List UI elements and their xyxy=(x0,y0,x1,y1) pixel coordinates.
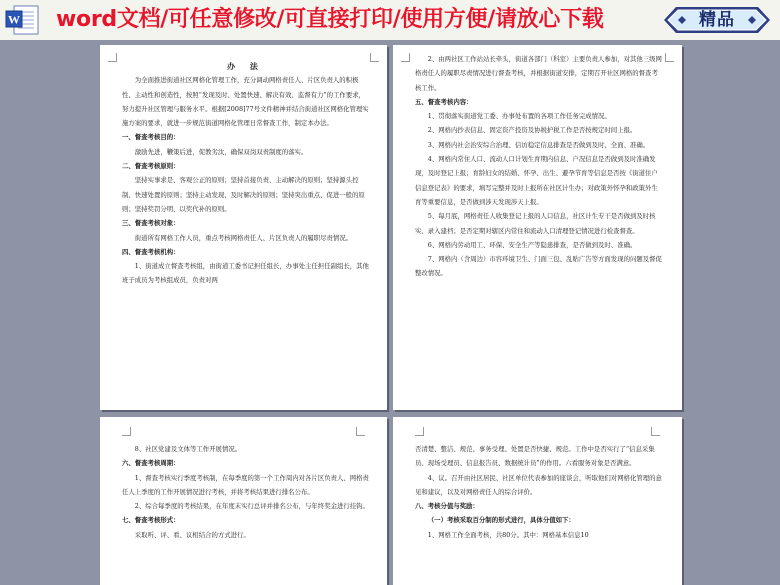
page-line: 7、网格内（含周边）市容环境卫生、门面三包、乱贴广告等方面发现的问题及督促整改情况。 xyxy=(415,255,662,278)
page-line: 3、网格内社会治安综合治理、信访稳定信息排查是否做到及时、全面、准确。 xyxy=(427,140,650,149)
page-line: 否清楚、整洁、规范、事务受理、处置是否快捷、规范。工作中是否实行了“信息采集员、现场受理员、信息报告员、数据统计员”的作用。六看服务对象是否满意。 xyxy=(415,445,655,468)
page-line: 街道所有网格工作人员，重点考核网格责任人、片区负责人的履职尽责情况。 xyxy=(134,233,353,242)
corner-mark-top-left xyxy=(401,53,410,62)
corner-mark-top-left xyxy=(415,427,424,436)
word-document-icon xyxy=(4,3,42,37)
page-line: 1、街道成立督查考核组，由街道工委书记担任组长，办事处主任担任副组长，其他班子成员为考核组成员，负责对两 xyxy=(122,262,369,285)
corner-mark-top-right xyxy=(651,427,660,436)
page-line: 三、督查考核对象： xyxy=(122,219,180,228)
page-line: 六、督查考核周期： xyxy=(122,459,180,468)
page-line: 4、网格内常住人口、流动人口计划生育期内信息、户况信息是否做到及时准确发现，及时登记上报；育龄妇女的结婚、怀孕、出生、避孕节育等信息是否按《街道住户信息登记表》的要求，填写完整并及时上报所在社区计生办；对政策外怀孕和政策外生育等重要信息，是否做到涉天发现涉天上报。 xyxy=(415,155,658,206)
page-line: 四、督查考核机构： xyxy=(122,247,180,256)
page-2-text xyxy=(415,52,664,281)
page-3-text xyxy=(122,442,369,542)
page-line: （一）考核采取百分制的形式进行，具体分值如下： xyxy=(427,516,575,525)
page-line: 二、督查考核原则： xyxy=(122,162,180,171)
page-4-text xyxy=(415,442,664,542)
page-1-text xyxy=(122,59,369,288)
page-line: 一、督查考核目的： xyxy=(122,133,180,142)
page-line: 1、督查考核实行季度考核制，在每季度的第一个工作周内对各片区负责人、网格责任人上季度的工作开展情况进行考核，并将考核结果进行排名公布。 xyxy=(122,473,369,496)
corner-mark-top-left xyxy=(122,427,131,436)
page-line: 6、网格内劳动用工、环保、安全生产等隐患排查，是否做到及时、准确。 xyxy=(427,240,637,249)
page-line: 坚持实事求是、客观公正的原则；坚持首接负责、主动解决的原则；坚持源头控制、快速处置的原则；坚持主动发现、及时解决的原则；坚持突出重点、促进一般的原则；坚持奖罚分明、以奖代补的原则。 xyxy=(122,176,365,213)
page-line: 4、议。召开由社区居民、社区单位代表参加的座谈会，听取他们对网格化管理的意见和建议，以及对网格责任人的综合评价。 xyxy=(415,473,662,496)
document-page-1[interactable] xyxy=(100,45,387,410)
page-line: 七、督查考核形式： xyxy=(122,516,180,525)
page-line: 五、督查考核内容： xyxy=(415,97,473,106)
page-line: 1、网格工作全面考核，共80分。其中：网格基本信息10 xyxy=(427,530,589,539)
logo-letters: W xyxy=(8,12,20,27)
page-line: 1、贯彻落实街道党工委、办事处布置的各项工作任务完成情况。 xyxy=(427,112,611,121)
quality-badge xyxy=(664,5,770,35)
page-line: 激励先进，鞭策后进，促教劣汰，确保双岗双责制度的落实。 xyxy=(134,147,308,156)
page-line: 采取听、评、看、议相结合的方式进行。 xyxy=(134,530,250,539)
document-page-3[interactable] xyxy=(100,417,387,585)
page-line: 为全面推进街道社区网格化管理工作，充分调动网格责任人、片区负责人的积极性、主动性和创造性，按照“发现及时、处置快速、解决有效、监督有力”的工作要求，努力提升社区管理与服务水平。根据[2008]77号文件精神并结合街道社区网格化管理实施方案的要求，就进一步规范街道网格化管理日常督查工作，制定本办法。 xyxy=(122,76,369,128)
page-line: 5、每月底，网格责任人收集登记上报的人口信息，社区计生专干是否做到及时核实、录入建档；是否定期对辖区内常住和流动人口清理登记情况进行检查督查。 xyxy=(415,212,656,235)
corner-mark-top-right xyxy=(665,53,674,62)
promo-banner xyxy=(0,0,780,41)
corner-mark-top-right xyxy=(370,53,379,62)
document-page-4[interactable] xyxy=(393,417,682,585)
banner-text: word文档/可任意修改/可直接打印/使用方便/请放心下载 xyxy=(56,7,604,32)
page-line: 2、由两社区工作站站长牵头，街道各部门（科室）主要负责人参加，对其他三级网格责任人的履职尽责情况进行督查考核，并根据街道安排，定期召开社区网格的督查考核工作。 xyxy=(415,55,662,92)
corner-mark-top-right xyxy=(356,427,365,436)
corner-mark-top-left xyxy=(108,53,117,62)
badge-label: 精品 xyxy=(699,10,735,30)
page-line: 八、考核分值与奖励： xyxy=(415,502,479,511)
page-line: 2、综合每季度的考核结果，在年度末实行总评并排名公布，与年终奖金进行挂钩。 xyxy=(134,502,369,511)
page-line: 8、社区党建及文体等工作开展情况。 xyxy=(134,445,242,453)
page-line: 办 法 xyxy=(227,61,264,71)
document-page-2[interactable] xyxy=(393,45,682,410)
page-line: 2、网格内抄表信息、固定资产投资及协税护税工作是否按规定时间上报。 xyxy=(427,126,637,135)
